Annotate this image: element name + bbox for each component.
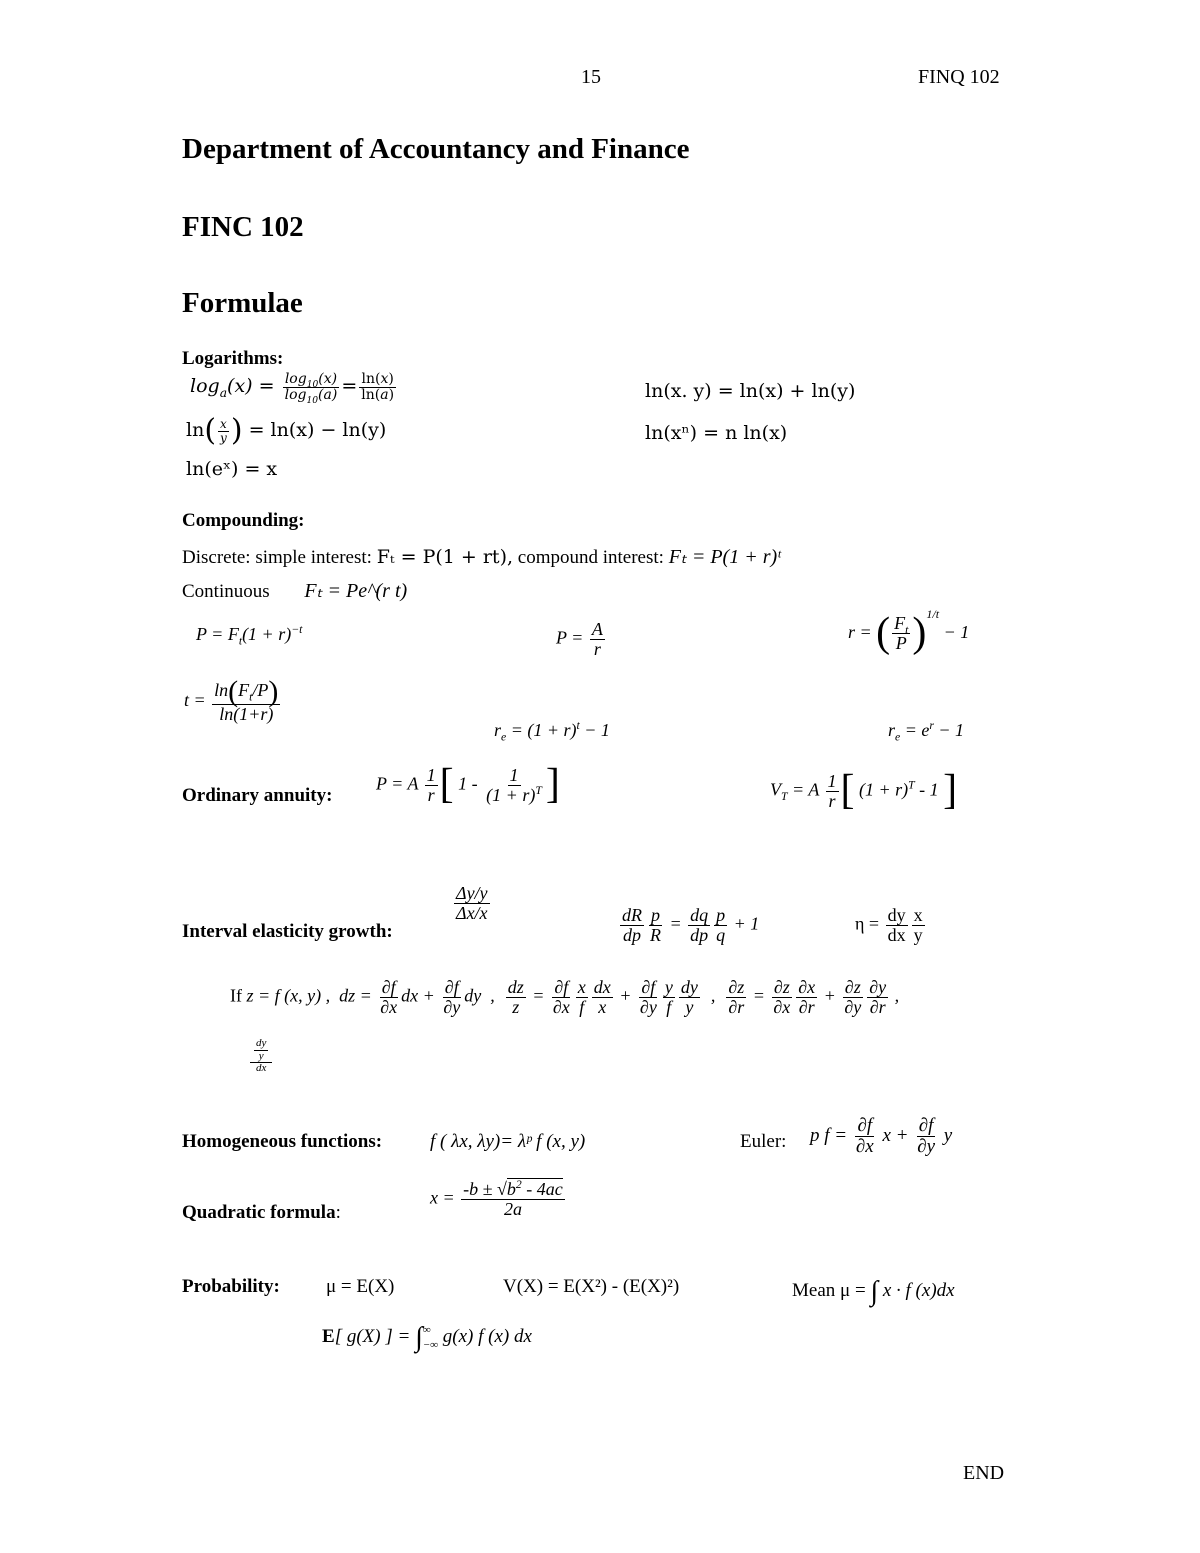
ordinary-annuity-label: Ordinary annuity:	[182, 785, 333, 806]
annuity-pv-formula: P = A $\frac{1}{r}$ [ 1 - $\frac{1}{(1 + r)^T}$ ]	[376, 761, 560, 808]
expectation-function-formula: E[ g(X) ] = ∫ ∞ −∞ g(x) f (x) dx	[322, 1322, 532, 1353]
elasticity-label: Interval elasticity growth:	[182, 921, 393, 942]
log-product-formula: ln(x. y) = ln(x) + ln(y)	[645, 380, 856, 402]
annuity-fv-formula: $V_T = A$ $\frac{1}{r}$ [ $(1 + r)^T - 1$ ]	[770, 767, 958, 814]
expected-value-formula: μ = E(X)	[326, 1276, 395, 1297]
growth-rate-fraction: $\frac{\frac{dy}{y}}{dx}$	[248, 1038, 274, 1075]
continuous-text: Continuous	[182, 581, 270, 602]
log-exp-formula: ln(eˣ) = x	[186, 458, 278, 480]
quadratic-formula: x = $\frac{-b \pm √b^2 - 4ac}{2a}$	[430, 1178, 563, 1219]
perpetuity-formula: P = $\frac{A}{r}$	[556, 619, 603, 659]
quadratic-label	[182, 1202, 341, 1224]
page-number: 15	[581, 66, 601, 88]
quadratic-colon: :	[335, 1202, 341, 1223]
compounding-label: Compounding:	[182, 510, 305, 531]
logarithms-label: Logarithms:	[182, 348, 284, 369]
discrete-text: Discrete: simple interest:	[182, 547, 372, 568]
homogeneous-label: Homogeneous functions:	[182, 1131, 383, 1152]
quadratic-label-text: Quadratic formula	[182, 1202, 336, 1223]
mean-label: Mean μ =	[792, 1280, 866, 1301]
department-title: Department of Accountancy and Finance	[182, 133, 690, 165]
compound-text: compound interest:	[517, 547, 664, 568]
revenue-elasticity-formula: $\frac{dR}{dp}$ $\frac{p}{R}$ = $\frac{dq}{dp}$ $\frac{p}{q}$ + 1	[622, 905, 760, 945]
rate-formula: r = ( $\frac{F_t}{P}$ )$^{1/t}$ − 1	[848, 607, 970, 657]
homogeneous-formula: f ( λx, λy)= λᵖ f (x, y)	[430, 1131, 586, 1152]
continuous-formula: Fₜ = Pe^(r t)	[304, 580, 408, 602]
log-change-of-base-formula: $\log_a(x)$ = $\frac{\log_{10}(x)}{\log_{10}(a)}$ = $\frac{\ln(x)}{\ln(a)}$	[190, 371, 395, 406]
log-quotient-formula: ln( $\frac{x}{y}$ ) = ln(x) − ln(y)	[186, 413, 387, 449]
present-value-formula: $P = F_t(1 + r)^{-t}$	[196, 623, 303, 648]
log-power-formula: ln(xⁿ) = n ln(x)	[645, 422, 788, 444]
effective-rate-discrete-formula: $r_e = (1 + r)^t - 1$	[494, 719, 610, 744]
continuous-compounding-line	[182, 578, 407, 603]
chain-rule-formulas: If z = f (x, y) , dz = $\frac{\partial f}{\partial x}$ dx + $\frac{\partial f}{\partial y}$ dy , $\frac{dz}{z}$ = $\frac{\partial f}{\partial x}$ $\frac{x}{f}$ $\frac{dx}{x}$ + $\frac{\partial f}{\partial y}$ $\frac{y}{f}$ $\frac{dy}{y}$ , $\frac{\partial z}{\partial r}$ = $\frac{\partial z}{\partial x}$ $\frac{\partial x}{\partial r}$ + $\frac{\partial z}{\partial y}$ $\frac{\partial y}{\partial r}$ ,	[230, 977, 900, 1017]
time-formula: t = $\frac{\ln(F_t/P)}{\ln(1+r)}$	[184, 675, 279, 724]
log-symbol: log	[190, 375, 220, 398]
variance-formula: V(X) = E(X²) - (E(X)²)	[503, 1276, 680, 1297]
interval-elasticity-formula: $\frac{\Delta y/y}{\Delta x/x}$	[456, 883, 488, 923]
probability-label: Probability:	[182, 1276, 280, 1297]
euler-formula: p f = $\frac{\partial f}{\partial x}$ x + $\frac{\partial f}{\partial y}$ y	[810, 1115, 953, 1157]
log-quotient-rhs: = ln(x) − ln(y)	[248, 419, 387, 442]
euler-label: Euler:	[740, 1131, 787, 1152]
end-marker: END	[963, 1462, 1005, 1484]
mean-integral-formula: Mean μ = ∫ x · f (x)dx	[792, 1276, 955, 1307]
compound-interest-formula: Fₜ = P(1 + r)ᵗ	[668, 546, 781, 568]
formulae-heading: Formulae	[182, 287, 303, 319]
course-code-header: FINQ 102	[918, 66, 1000, 88]
course-title: FINC 102	[182, 211, 304, 243]
simple-interest-formula: Fₜ = P(1 + rt),	[376, 546, 514, 568]
point-elasticity-formula: η = $\frac{dy}{dx}$ $\frac{x}{y}$	[855, 905, 923, 945]
effective-rate-continuous-formula: $r_e = e^r - 1$	[888, 719, 965, 744]
discrete-compounding-line	[182, 544, 781, 569]
eta-symbol: η =	[855, 913, 880, 934]
